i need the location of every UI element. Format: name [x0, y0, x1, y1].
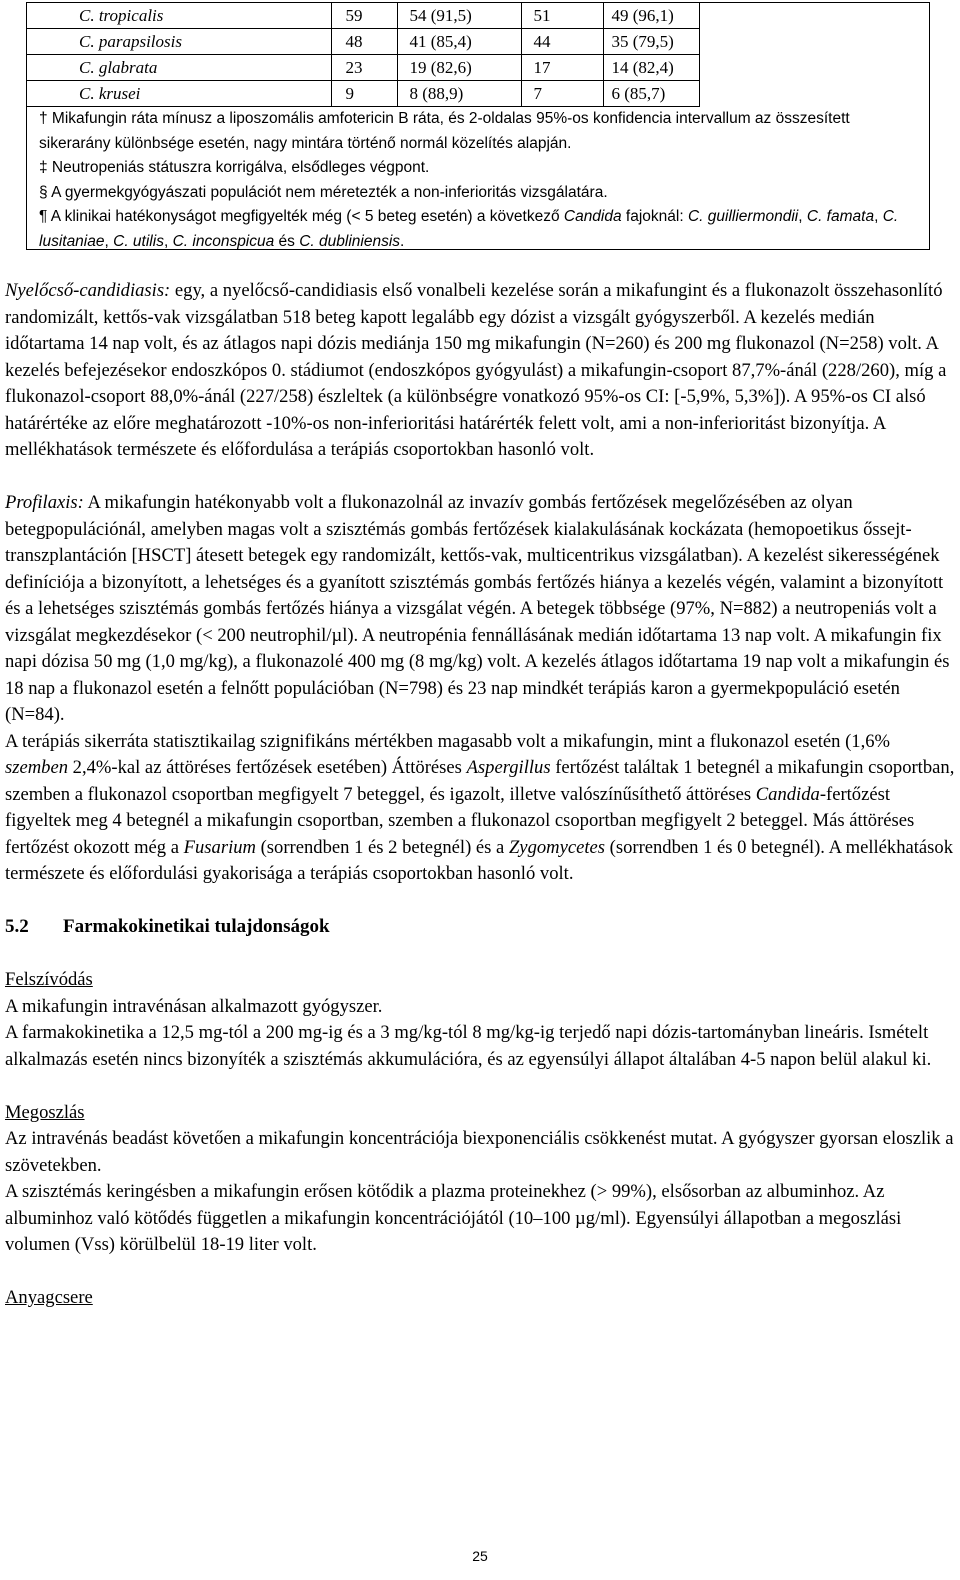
footnote-text: ,: [163, 232, 173, 250]
footnote-text: ,: [874, 208, 883, 225]
esophageal-label: Nyelőcső-candidiasis:: [5, 280, 171, 301]
distribution-heading: Megoszlás: [5, 1101, 85, 1123]
paragraph-italic: Fusarium: [183, 836, 256, 858]
footnote-text: és: [274, 232, 300, 250]
value-cell: 6 (85,7): [603, 81, 699, 107]
prophylaxis-label: Profilaxis:: [5, 492, 84, 513]
absorption-paragraph-2: A farmakokinetika a 12,5 mg-tól a 200 mg-ig és a 3 mg/kg-tól 8 mg/kg-ig terjedő napi dózis-tartományban lineáris. Ismételt alkalmazás esetén nincs bizonyíték a szisztémás akkumulációra, és az egyensúlyi állapot általában 4-5 napon belül alakul ki.: [5, 1022, 932, 1070]
paragraph-italic: Candida: [755, 783, 820, 805]
page-number: 25: [472, 1548, 488, 1564]
paragraph-text: -fertőzést figyeltek meg 4 betegnél a mikafungin csoportban, szemben a flukonazol csoportban megfigyelt 2 beteggel. Más áttöréses fertőzést okozott még a: [5, 783, 915, 858]
species-rows: [27, 3, 700, 107]
footnote-italic: Candida: [563, 208, 622, 225]
paragraph-italic: Aspergillus: [466, 757, 551, 778]
paragraph-italic: szemben: [5, 757, 68, 778]
value-cell: 49 (96,1): [603, 3, 699, 29]
esophageal-paragraph: [5, 278, 955, 464]
table-footnotes: [39, 107, 919, 254]
paragraph-text: fertőzést találtak 1 betegnél a mikafungin csoportban, szemben a flukonazol csoportban megfigyelt 7 beteggel, és igazolt, illetve valószínűsíthető áttöréses: [5, 757, 955, 805]
footnote-dagger: † Mikafungin ráta mínusz a liposzomális amfotericin B ráta, és 2-oldalas 95%-os konfidencia intervallum az összesített sikerarány különbsége esetén, nagy mintára történő normál közelítés alapján.: [39, 110, 850, 152]
paragraph-text: (sorrendben 1 és 2 betegnél) és a: [255, 836, 509, 858]
value-cell: 14 (82,4): [603, 55, 699, 81]
section-heading: [5, 914, 955, 941]
paragraph-text: (sorrendben 1 és 0 betegnél). A mellékhatások természete és előfordulási gyakorisága a terápiás csoportokban hasonló volt.: [5, 836, 954, 884]
footnote-text: ¶ A klinikai hatékonyságot megfigyelték még (< 5 beteg esetén) a következő: [39, 208, 564, 225]
absorption-heading: Felszívódás: [5, 969, 93, 990]
distribution-paragraph-2: A szisztémás keringésben a mikafungin erősen kötődik a plazma proteinekhez (> 99%), elsősorban az albuminhoz. Az albuminhoz való kötődés független a mikafungin koncentrációjától (10–100 µg/ml). Egyensúlyi állapotban a megoszlási volumen (Vss) körülbelül 18-19 liter volt.: [5, 1181, 902, 1255]
prophylaxis-paragraph-2: [5, 729, 955, 888]
value-cell: 19 (82,6): [397, 55, 521, 81]
paragraph-italic: Zygomycetes: [508, 836, 605, 858]
footnote-double-dagger: ‡ Neutropeniás státuszra korrigálva, elsődleges végpont.: [39, 159, 430, 176]
footnote-text: ,: [798, 208, 807, 225]
paragraph-text: 2,4%-kal az áttöréses fertőzések esetében) Áttöréses: [68, 757, 467, 778]
distribution-paragraph-1: Az intravénás beadást követően a mikafungin koncentrációja biexponenciális csökkenést mutat. A gyógyszer gyorsan eloszlik a szövetekben.: [5, 1128, 954, 1176]
species-cell: C. glabrata: [27, 55, 331, 81]
footnote-text: ,: [104, 232, 114, 250]
value-cell: 35 (79,5): [603, 29, 699, 55]
value-cell: 44: [521, 29, 603, 55]
value-cell: 9: [331, 81, 397, 107]
footnote-text: fajoknál:: [621, 208, 688, 225]
value-cell: 7: [521, 81, 603, 107]
section-title: Farmakokinetikai tulajdonságok: [63, 916, 330, 937]
absorption-paragraph-1: A mikafungin intravénásan alkalmazott gyógyszer.: [5, 995, 383, 1017]
results-table: [26, 2, 930, 250]
footnote-section: § A gyermekgyógyászati populációt nem méretezték a non-inferioritás vizsgálatára.: [39, 183, 608, 201]
value-cell: 8 (88,9): [397, 81, 521, 107]
footnote-italic: C. utilis: [113, 232, 164, 250]
value-cell: 23: [331, 55, 397, 81]
value-cell: 48: [331, 29, 397, 55]
table-row: [27, 29, 699, 55]
esophageal-text: egy, a nyelőcső-candidiasis első vonalbeli kezelése során a mikafungint és a flukonazolt összehasonlító randomizált, kettős-vak vizsgálatban 518 beteg kapott legalább egy dózist a vizsgált gyógyszerből. A kezelés medián időtartama 14 nap volt, és az átlagos napi dózis mediánja 150 mg mikafungin (N=260) és 200 mg flukonazol (N=258) volt. A kezelés befejezésekor endoszkópos 0. stádiumot (endoszkópos gyógyulást) a mikafungin-csoport 87,7%-ánál (228/260), míg a flukonazol-csoport 88,0%-ánál (227/258) észleltek (a különbségre vonatkozó 95%-os CI: [-5,9%, 5,3%]). A 95%-os CI alsó határértéke az előre meghatározott -10%-os non-inferioritási határérték felett volt, ami a non-inferioritást bizonyítja. A mellékhatások természete és előfordulása a terápiás csoportokban hasonló volt.: [5, 280, 947, 460]
species-cell: C. krusei: [27, 81, 331, 107]
value-cell: 54 (91,5): [397, 3, 521, 29]
table-row: [27, 3, 699, 29]
footnote-text: .: [400, 232, 405, 250]
prophylaxis-text: A mikafungin hatékonyabb volt a flukonazolnál az invazív gombás fertőzések megelőzésében az olyan betegpopulációnál, amelyben magas volt a szisztémás gombás fertőzések kialakulásának kockázata (hemopoetikus őssejt-transzplantáción [HSCT] átesett betegek egy randomizált, kettős-vak, multicentrikus vizsgálatban). A kezelést sikerességének definíciója a bizonyított, a lehetséges és a gyanított szisztémás gombás fertőzés hiánya a kezelés végén, valamint a bizonyított és a lehetséges szisztémás gombás fertőzés hiánya a vizsgálat végén. A betegek többsége (97%, N=882) a neutropeniás volt a vizsgálat megkezdésekor (< 200 neutrophil/µl). A neutropénia fennállásának medián időtartama 13 nap volt. A mikafungin fix napi dózisa 50 mg (1,0 mg/kg), a flukonazolé 400 mg (8 mg/kg) volt. A kezelés átlagos időtartama 19 nap volt a mikafungin és 18 nap a flukonazol esetén a felnőtt populációban (N=798) és 23 nap mindkét terápiás karon a gyermekpopuláció esetén (N=84).: [5, 492, 950, 725]
paragraph-text: A terápiás sikerráta statisztikailag szignifikáns mértékben magasabb volt a mikafungin, mint a flukonazol esetén (1,6%: [5, 730, 891, 752]
body-text: [5, 278, 955, 1312]
footnote-italic: C. inconspicua: [172, 232, 275, 250]
table-row: [27, 55, 699, 81]
species-cell: C. tropicalis: [27, 3, 331, 29]
species-cell: C. parapsilosis: [27, 29, 331, 55]
footnote-italic: C. dubliniensis: [299, 232, 401, 250]
metabolism-heading: Anyagcsere: [5, 1287, 93, 1308]
footnote-pilcrow: [39, 205, 919, 254]
value-cell: 17: [521, 55, 603, 81]
section-number: 5.2: [5, 916, 29, 937]
table-row: [27, 81, 699, 107]
value-cell: 59: [331, 3, 397, 29]
prophylaxis-paragraph: [5, 490, 955, 729]
footnote-italic: C. lusitaniae: [39, 208, 899, 250]
value-cell: 51: [521, 3, 603, 29]
footnote-italic: C. guilliermondii: [687, 208, 799, 225]
value-cell: 41 (85,4): [397, 29, 521, 55]
footnote-italic: C. famata: [806, 208, 875, 225]
